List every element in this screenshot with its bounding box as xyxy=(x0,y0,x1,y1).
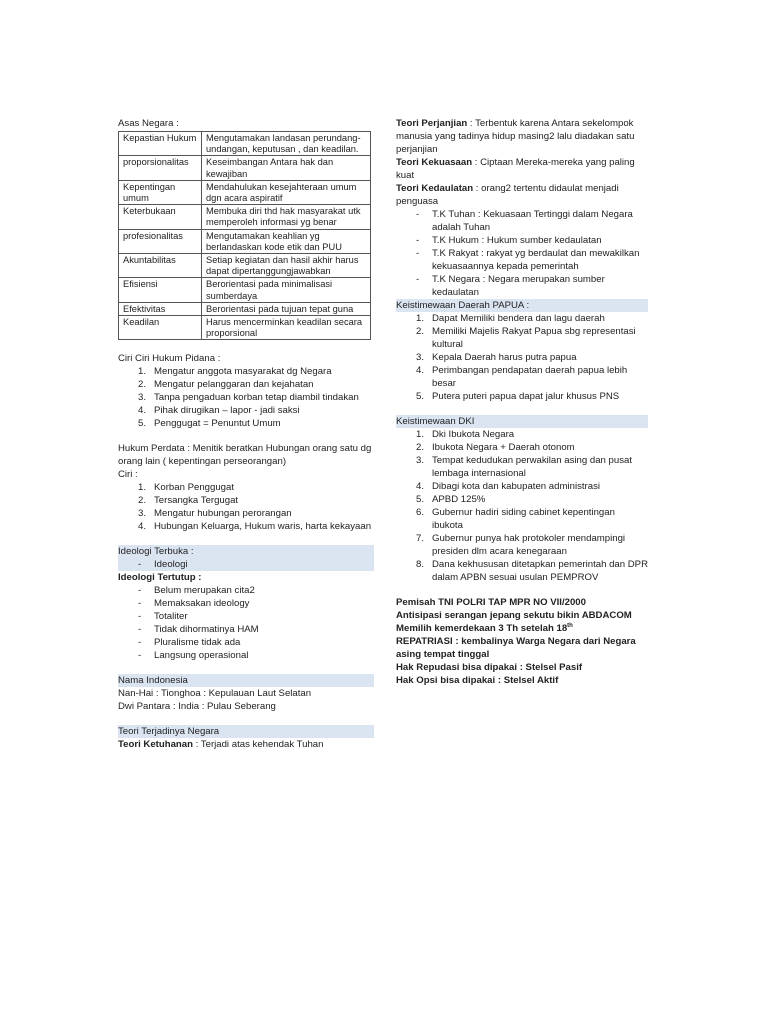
list-item xyxy=(396,312,648,325)
list-item xyxy=(396,558,648,584)
bold-line: Hak Opsi bisa dipakai : Stelsel Aktif xyxy=(396,675,559,686)
list-item-text: Dibagi kota dan kabupaten administrasi xyxy=(432,481,600,492)
list-marker: - xyxy=(416,274,420,285)
teori-kedaulatan xyxy=(396,182,648,208)
list-marker: 5. xyxy=(416,494,425,505)
teori-terjadinya-title: Teori Terjadinya Negara xyxy=(118,725,374,738)
list-item-text: Gubernur hadiri siding cabinet kepentingan ibukota xyxy=(432,507,615,531)
asas-table xyxy=(118,131,371,340)
list-item-text: Memiliki Majelis Rakyat Papua sbg representasi kultural xyxy=(432,326,636,350)
pidana-title: Ciri Ciri Hukum Pidana : xyxy=(118,353,221,365)
list-marker: 4. xyxy=(138,405,147,417)
list-item xyxy=(118,558,374,571)
list-marker: - xyxy=(416,235,420,246)
list-item xyxy=(118,417,374,430)
asas-value: Berorientasi pada minimalisasi sumberdaya xyxy=(202,278,371,302)
papua-title: Keistimewaan Daerah PAPUA : xyxy=(396,299,648,312)
asas-row xyxy=(119,205,371,229)
list-marker: 1. xyxy=(138,366,147,378)
list-item xyxy=(396,493,648,506)
list-item xyxy=(396,351,648,364)
bold-line: Hak Repudasi bisa dipakai : Stelsel Pasif xyxy=(396,662,583,673)
asas-value: Mengutamakan keahlian yg berlandaskan kode etik dan PUU xyxy=(202,229,371,253)
list-item xyxy=(118,365,374,378)
list-item-text: Dana kekhususan ditetapkan pemerintah dan DPR dalam APBN sesuai usulan PEMPROV xyxy=(432,559,648,583)
list-marker: 2. xyxy=(138,495,147,507)
teori-kekuasaan xyxy=(396,156,648,182)
asas-row xyxy=(119,302,371,315)
list-marker: 4. xyxy=(416,365,425,376)
list-item xyxy=(118,507,374,520)
list-item-text: Tidak dihormatinya HAM xyxy=(154,624,259,636)
list-marker: 5. xyxy=(138,418,147,430)
list-item-text: Gubernur punya hak protokoler mendampingi presiden dlm acara kenegaraan xyxy=(432,533,626,557)
perdata-text: Hukum Perdata : Menitik beratkan Hubungan orang satu dg orang lain ( kepentingan perseorangan) xyxy=(118,443,372,468)
teori-kekuasaan-label: Teori Kekuasaan xyxy=(396,157,473,168)
list-marker: 5. xyxy=(416,391,425,402)
list-marker: 1. xyxy=(138,482,147,494)
list-item-text: Mengatur anggota masyarakat dg Negara xyxy=(154,366,332,378)
list-item xyxy=(396,428,648,441)
list-marker: - xyxy=(138,559,142,571)
bold-line: Antisipasi serangan jepang sekutu bikin ABDACOM xyxy=(396,610,632,621)
list-item xyxy=(396,532,648,558)
list-item xyxy=(396,390,648,403)
asas-row xyxy=(119,180,371,204)
list-item-text: Korban Penggugat xyxy=(154,482,235,494)
asas-key: Keterbukaan xyxy=(119,205,202,229)
list-marker: 7. xyxy=(416,533,425,544)
list-item xyxy=(118,391,374,404)
list-marker: - xyxy=(138,585,142,597)
list-marker: - xyxy=(138,650,142,662)
ideologi-terbuka-title: Ideologi Terbuka : xyxy=(118,545,374,558)
list-item-text: Mengatur pelanggaran dan kejahatan xyxy=(154,379,314,391)
list-item xyxy=(118,494,374,507)
list-item xyxy=(396,506,648,532)
list-item xyxy=(118,378,374,391)
bold-line: Pemisah TNI POLRI TAP MPR NO VII/2000 xyxy=(396,597,586,608)
list-marker: - xyxy=(416,248,420,259)
list-item xyxy=(118,649,374,662)
list-marker: - xyxy=(138,598,142,610)
list-marker: - xyxy=(138,611,142,623)
list-marker: 3. xyxy=(416,455,425,466)
list-item-text: Pluralisme tidak ada xyxy=(154,637,241,649)
list-item-text: Tempat kedudukan perwakilan asing dan pusat lembaga internasional xyxy=(432,455,633,479)
asas-title: Asas Negara : xyxy=(118,118,179,129)
list-item-text: Kepala Daerah harus putra papua xyxy=(432,352,577,363)
list-item-text: Langsung operasional xyxy=(154,650,249,662)
asas-value: Berorientasi pada tujuan tepat guna xyxy=(202,302,371,315)
kemerdekaan-sup: th xyxy=(567,622,573,629)
list-marker: - xyxy=(416,209,420,220)
list-item xyxy=(396,273,648,299)
list-item xyxy=(396,325,648,351)
asas-key: proporsionalitas xyxy=(119,156,202,180)
list-item-text: Tanpa pengaduan korban tetap diambil tindakan xyxy=(154,392,359,404)
asas-key: Akuntabilitas xyxy=(119,254,202,278)
right-column xyxy=(396,117,648,687)
list-item-text: APBD 125% xyxy=(432,494,486,505)
list-item xyxy=(396,208,648,234)
asas-value: Harus mencerminkan keadilan secara proporsional xyxy=(202,316,371,340)
asas-row xyxy=(119,316,371,340)
nama-line: Dwi Pantara : India : Pulau Seberang xyxy=(118,701,276,713)
pidana-list xyxy=(118,365,374,430)
dki-title: Keistimewaan DKI xyxy=(396,415,648,428)
list-item-text: Dki Ibukota Negara xyxy=(432,429,515,440)
list-item xyxy=(396,454,648,480)
asas-row xyxy=(119,254,371,278)
teori-kedaulatan-label: Teori Kedaulatan xyxy=(396,183,474,194)
list-item-text: Ibukota Negara + Daerah otonom xyxy=(432,442,575,453)
list-marker: 2. xyxy=(416,442,425,453)
asas-value: Mendahulukan kesejahteraan umum dgn acara aspiratif xyxy=(202,180,371,204)
list-item xyxy=(118,597,374,610)
list-item-text: Belum merupakan cita2 xyxy=(154,585,255,597)
teori-perjanjian-text: : Terbentuk karena Antara sekelompok manusia yang tadinya hidup masing2 lalu diadakan satu perjanjian xyxy=(396,118,635,155)
list-marker: 3. xyxy=(416,352,425,363)
list-marker: 1. xyxy=(416,429,425,440)
list-item xyxy=(396,441,648,454)
list-marker: 2. xyxy=(416,326,425,337)
list-marker: 4. xyxy=(416,481,425,492)
dki-list xyxy=(396,428,648,584)
papua-list xyxy=(396,312,648,403)
left-column xyxy=(118,117,374,751)
teori-kekuasaan-text: : Ciptaan Mereka-mereka yang paling kuat xyxy=(396,157,635,181)
teori-ketuhanan-label: Teori Ketuhanan xyxy=(118,739,193,751)
asas-key: Efektivitas xyxy=(119,302,202,315)
asas-row xyxy=(119,132,371,156)
list-marker: 1. xyxy=(416,313,425,324)
list-item-text: Pihak dirugikan – lapor - jadi saksi xyxy=(154,405,300,417)
nama-indonesia-title: Nama Indonesia xyxy=(118,674,374,687)
list-item xyxy=(396,234,648,247)
list-item xyxy=(396,480,648,493)
list-item-text: Perimbangan pendapatan daerah papua lebih besar xyxy=(432,365,628,389)
list-item-text: Hubungan Keluarga, Hukum waris, harta kekayaan xyxy=(154,521,372,533)
teori-ketuhanan-text: : Terjadi atas kehendak Tuhan xyxy=(192,739,324,751)
list-item xyxy=(118,481,374,494)
list-item-text: Tersangka Tergugat xyxy=(154,495,239,507)
asas-key: Kepentingan umum xyxy=(119,180,202,204)
list-item-text: T.K Negara : Negara merupakan sumber kedaulatan xyxy=(432,274,605,298)
list-item-text: T.K Rakyat : rakyat yg berdaulat dan mewakilkan kekuasaannya kepada pemerintah xyxy=(432,248,640,272)
asas-value: Mengutamakan landasan perundang-undangan, keputusan , dan keadilan. xyxy=(202,132,371,156)
list-marker: 3. xyxy=(138,508,147,520)
list-item xyxy=(396,247,648,273)
list-marker: 6. xyxy=(416,507,425,518)
list-item-text: T.K Tuhan : Kekuasaan Tertinggi dalam Negara adalah Tuhan xyxy=(432,209,633,233)
ideologi-tertutup-list xyxy=(118,584,374,662)
list-item-text: Ideologi xyxy=(154,559,188,571)
asas-row xyxy=(119,229,371,253)
list-marker: 2. xyxy=(138,379,147,391)
teori-perjanjian-label: Teori Perjanjian xyxy=(396,118,468,129)
list-item xyxy=(396,364,648,390)
asas-row xyxy=(119,278,371,302)
asas-key: profesionalitas xyxy=(119,229,202,253)
list-item xyxy=(118,404,374,417)
kemerdekaan-line xyxy=(396,622,648,635)
list-marker: - xyxy=(138,624,142,636)
list-marker: 4. xyxy=(138,521,147,533)
asas-value: Membuka diri thd hak masyarakat utk memperoleh informasi yg benar xyxy=(202,205,371,229)
list-marker: - xyxy=(138,637,142,649)
perdata-list xyxy=(118,481,374,533)
list-item xyxy=(118,520,374,533)
asas-key: Kepastian Hukum xyxy=(119,132,202,156)
ideologi-tertutup-title: Ideologi Tertutup : xyxy=(118,572,202,584)
asas-value: Keseimbangan Antara hak dan kewajiban xyxy=(202,156,371,180)
list-item xyxy=(118,610,374,623)
ideologi-terbuka-list xyxy=(118,558,374,571)
asas-row xyxy=(119,156,371,180)
kedaulatan-list xyxy=(396,208,648,299)
teori-kedaulatan-text: : orang2 tertentu didaulat menjadi penguasa xyxy=(396,183,619,207)
asas-key: Efisiensi xyxy=(119,278,202,302)
list-item xyxy=(118,623,374,636)
kemerdekaan-text: Memilih kemerdekaan 3 Th setelah 18 xyxy=(396,623,568,634)
teori-perjanjian xyxy=(396,117,648,156)
teori-ketuhanan xyxy=(118,738,374,751)
list-marker: 8. xyxy=(416,559,425,570)
asas-value: Setiap kegiatan dan hasil akhir harus dapat dipertanggungjawabkan xyxy=(202,254,371,278)
list-item xyxy=(118,584,374,597)
nama-line: Nan-Hai : Tionghoa : Kepulauan Laut Selatan xyxy=(118,688,312,700)
list-item xyxy=(118,636,374,649)
list-item-text: Totaliter xyxy=(154,611,188,623)
bold-line: REPATRIASI : kembalinya Warga Negara dari Negara asing tempat tinggal xyxy=(396,636,636,660)
list-item-text: Mengatur hubungan perorangan xyxy=(154,508,292,520)
list-item-text: T.K Hukum : Hukum sumber kedaulatan xyxy=(432,235,602,246)
list-item-text: Putera puteri papua dapat jalur khusus PNS xyxy=(432,391,620,402)
list-item-text: Memaksakan ideology xyxy=(154,598,250,610)
asas-key: Keadilan xyxy=(119,316,202,340)
list-item-text: Penggugat = Penuntut Umum xyxy=(154,418,281,430)
ciri-label: Ciri : xyxy=(118,469,138,481)
list-marker: 3. xyxy=(138,392,147,404)
list-item-text: Dapat Memiliki bendera dan lagu daerah xyxy=(432,313,605,324)
